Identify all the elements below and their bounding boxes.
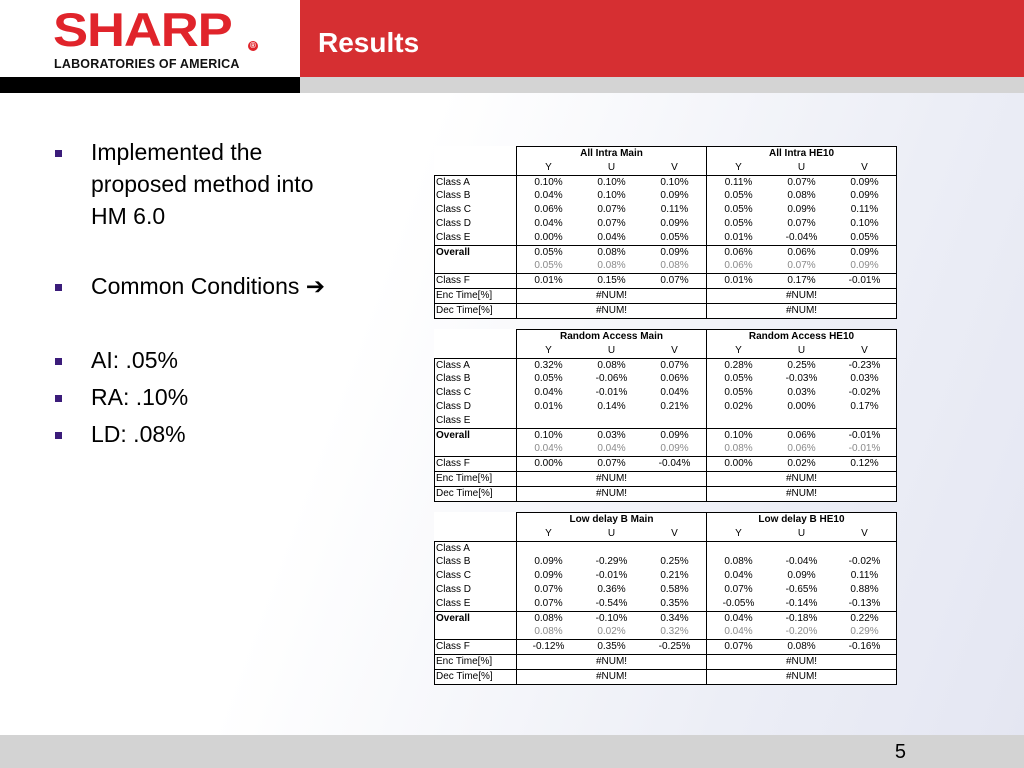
value-cell: 0.05% [724, 190, 753, 202]
bullet-square-icon [55, 150, 62, 157]
value-cell: 0.11% [833, 569, 897, 583]
value-cell: #NUM! [707, 471, 897, 486]
value-cell: 0.01% [517, 274, 581, 289]
bullet-square-icon [55, 395, 62, 402]
value-cell: 0.09% [787, 570, 816, 582]
value-cell: 0.05% [724, 387, 753, 399]
row-label: Class E [435, 414, 517, 428]
corner-cell [435, 330, 517, 344]
value-cell: 0.07% [580, 457, 643, 472]
value-cell: #NUM! [707, 486, 897, 501]
value-cell: -0.06% [595, 373, 628, 385]
table-row [435, 597, 897, 611]
row-label: Class E [435, 231, 517, 245]
value-cell: 0.22% [833, 611, 897, 625]
value-cell [643, 414, 707, 428]
value-cell: -0.04% [770, 231, 833, 245]
value-cell [833, 414, 897, 428]
value-cell: 0.06% [724, 246, 753, 258]
value-cell: #NUM! [517, 303, 707, 318]
column-header: U [607, 527, 616, 539]
value-cell: -0.65% [785, 583, 818, 595]
table-row [435, 400, 897, 414]
row-label [435, 259, 517, 273]
value-cell: 0.09% [643, 245, 707, 259]
header-divider-left [0, 77, 300, 93]
value-cell [517, 414, 581, 428]
value-cell: -0.25% [643, 640, 707, 655]
value-cell: -0.29% [595, 556, 628, 568]
column-header: U [607, 344, 616, 356]
title-bar [300, 0, 1024, 77]
bullet-text: LD: .08% [91, 421, 186, 447]
value-cell: #NUM! [707, 654, 897, 669]
column-header: V [833, 344, 897, 358]
column-header: U [607, 161, 616, 173]
column-header: U [797, 344, 806, 356]
value-cell: #NUM! [517, 471, 707, 486]
value-cell: 0.09% [643, 442, 707, 456]
value-cell: 0.07% [724, 583, 753, 595]
value-cell: 0.12% [833, 457, 897, 472]
column-header: V [833, 161, 897, 175]
logo-subtitle: LABORATORIES OF AMERICA [54, 57, 240, 71]
column-header: U [797, 527, 806, 539]
value-cell: 0.09% [643, 428, 707, 442]
value-cell: 0.01% [707, 231, 771, 245]
value-cell: #NUM! [707, 288, 897, 303]
value-cell: -0.12% [517, 640, 581, 655]
table-row [435, 288, 897, 303]
value-cell: 0.17% [833, 400, 897, 414]
value-cell: 0.35% [580, 640, 643, 655]
value-cell: -0.18% [785, 612, 818, 624]
row-label: Enc Time[%] [435, 471, 517, 486]
table-row [435, 274, 897, 289]
value-cell [643, 541, 707, 555]
value-cell: 0.04% [643, 386, 707, 400]
row-label: Class F [435, 640, 517, 655]
table-row [435, 175, 897, 189]
row-label [435, 442, 517, 456]
value-cell: 0.09% [833, 245, 897, 259]
corner-cell [435, 344, 517, 358]
table-row [435, 569, 897, 583]
table-row [435, 203, 897, 217]
value-cell: 0.04% [707, 625, 771, 639]
value-cell [580, 414, 643, 428]
column-header: V [643, 344, 707, 358]
bullet-text: Common Conditions ➔ [91, 273, 326, 299]
value-cell: 0.08% [597, 246, 626, 258]
bullet-square-icon [55, 432, 62, 439]
value-cell: 0.11% [707, 175, 771, 189]
table-row [435, 625, 897, 639]
row-label: Overall [435, 611, 517, 625]
row-label: Overall [435, 428, 517, 442]
column-header: Y [517, 161, 581, 175]
value-cell: 0.08% [724, 556, 753, 568]
value-cell: 0.05% [724, 373, 753, 385]
value-cell: 0.09% [833, 175, 897, 189]
value-cell: 0.08% [643, 259, 707, 273]
footer-bar [0, 735, 1024, 768]
table-row [435, 583, 897, 597]
group-header: Low delay B Main [517, 513, 707, 527]
value-cell: 0.58% [643, 583, 707, 597]
value-cell: -0.05% [707, 597, 771, 611]
table-row [435, 161, 897, 175]
row-label: Class D [435, 583, 517, 597]
table-row [435, 471, 897, 486]
value-cell: 0.25% [770, 358, 833, 372]
column-header: U [797, 161, 806, 173]
slide-title: Results [318, 27, 420, 58]
row-label: Class A [435, 358, 517, 372]
value-cell [833, 541, 897, 555]
column-header: Y [735, 344, 742, 356]
table-row [435, 428, 897, 442]
value-cell: #NUM! [707, 669, 897, 684]
value-cell: 0.04% [724, 570, 753, 582]
value-cell: 0.09% [833, 189, 897, 203]
value-cell [707, 414, 771, 428]
value-cell: 0.07% [770, 259, 833, 273]
value-cell: 0.04% [534, 217, 563, 229]
value-cell: 0.09% [534, 556, 563, 568]
value-cell: 0.08% [517, 625, 581, 639]
value-cell: 0.11% [643, 203, 707, 217]
bullet-text: proposed method into [91, 171, 314, 197]
bullet-square-icon [55, 284, 62, 291]
value-cell: #NUM! [707, 303, 897, 318]
value-cell: -0.14% [770, 597, 833, 611]
group-header: Random Access HE10 [707, 330, 897, 344]
value-cell: -0.01% [833, 428, 897, 442]
value-cell: -0.01% [833, 442, 897, 456]
table-row [435, 231, 897, 245]
value-cell: 0.09% [534, 570, 563, 582]
results-table [434, 146, 897, 319]
value-cell: -0.01% [833, 274, 897, 289]
value-cell: 0.06% [643, 372, 707, 386]
value-cell: 0.08% [580, 259, 643, 273]
value-cell: -0.20% [770, 625, 833, 639]
group-header: Low delay B HE10 [707, 513, 897, 527]
corner-cell [435, 527, 517, 541]
value-cell: -0.04% [643, 457, 707, 472]
table-row [435, 442, 897, 456]
table-row [435, 189, 897, 203]
table-row [435, 372, 897, 386]
value-cell: 0.05% [724, 204, 753, 216]
value-cell: 0.08% [770, 640, 833, 655]
value-cell: 0.34% [643, 611, 707, 625]
results-table [434, 329, 897, 502]
table-row [435, 640, 897, 655]
row-label [435, 625, 517, 639]
corner-cell [435, 513, 517, 527]
table-row [435, 541, 897, 555]
value-cell [770, 414, 833, 428]
results-table [434, 512, 897, 685]
bullet-text: Implemented the [91, 139, 263, 165]
value-cell: 0.09% [643, 189, 707, 203]
value-cell: -0.01% [595, 570, 628, 582]
value-cell: 0.06% [787, 246, 816, 258]
value-cell: 0.06% [770, 442, 833, 456]
table-row [435, 245, 897, 259]
table-row [435, 344, 897, 358]
value-cell: 0.04% [517, 442, 581, 456]
value-cell: 0.04% [724, 612, 753, 624]
value-cell: 0.10% [597, 190, 626, 202]
table-row [435, 259, 897, 273]
row-label: Class A [435, 175, 517, 189]
value-cell: 0.88% [833, 583, 897, 597]
column-header: V [833, 527, 897, 541]
value-cell: -0.54% [580, 597, 643, 611]
value-cell: 0.32% [643, 625, 707, 639]
table-row [435, 217, 897, 231]
value-cell: 0.17% [770, 274, 833, 289]
value-cell: 0.15% [580, 274, 643, 289]
bullet-text: RA: .10% [91, 384, 189, 410]
column-header: Y [735, 161, 742, 173]
value-cell: -0.02% [833, 386, 897, 400]
value-cell: 0.07% [643, 358, 707, 372]
group-header: All Intra Main [517, 147, 707, 161]
value-cell: 0.25% [643, 555, 707, 569]
corner-cell [435, 161, 517, 175]
value-cell: 0.04% [580, 442, 643, 456]
value-cell: 0.05% [833, 231, 897, 245]
table-row [435, 513, 897, 527]
value-cell: 0.07% [597, 204, 626, 216]
table-row [435, 303, 897, 318]
value-cell: 0.05% [534, 373, 563, 385]
logo-wordmark: SHARP [53, 3, 232, 56]
table-row [435, 330, 897, 344]
table-row [435, 654, 897, 669]
value-cell [580, 541, 643, 555]
value-cell: 0.02% [770, 457, 833, 472]
column-header: Y [517, 344, 581, 358]
value-cell: 0.03% [787, 387, 816, 399]
row-label: Enc Time[%] [435, 654, 517, 669]
row-label: Class B [435, 555, 517, 569]
table-row [435, 611, 897, 625]
value-cell: 0.06% [707, 259, 771, 273]
table-row [435, 457, 897, 472]
value-cell: 0.10% [724, 429, 753, 441]
row-label: Dec Time[%] [435, 303, 517, 318]
table-row [435, 486, 897, 501]
value-cell: 0.06% [534, 204, 563, 216]
value-cell: -0.02% [833, 555, 897, 569]
bullet-text: AI: .05% [91, 347, 178, 373]
row-label: Class C [435, 203, 517, 217]
value-cell: 0.05% [724, 217, 753, 229]
row-label: Overall [435, 245, 517, 259]
row-label: Class D [435, 400, 517, 414]
value-cell: 0.02% [580, 625, 643, 639]
table-row [435, 147, 897, 161]
value-cell: 0.07% [787, 217, 816, 229]
table-row [435, 669, 897, 684]
group-header: All Intra HE10 [707, 147, 897, 161]
row-label: Class C [435, 569, 517, 583]
table-row [435, 527, 897, 541]
value-cell [517, 541, 581, 555]
value-cell: 0.06% [787, 429, 816, 441]
value-cell: 0.10% [517, 175, 581, 189]
column-header: V [643, 161, 707, 175]
value-cell: 0.11% [833, 203, 897, 217]
value-cell: #NUM! [517, 486, 707, 501]
value-cell: 0.21% [643, 400, 707, 414]
value-cell: 0.08% [707, 442, 771, 456]
value-cell: -0.04% [785, 556, 818, 568]
value-cell: 0.32% [517, 358, 581, 372]
value-cell: 0.09% [833, 259, 897, 273]
row-label: Dec Time[%] [435, 669, 517, 684]
row-label: Dec Time[%] [435, 486, 517, 501]
column-header: V [643, 527, 707, 541]
value-cell: 0.05% [534, 246, 563, 258]
value-cell: 0.28% [707, 358, 771, 372]
row-label: Class A [435, 541, 517, 555]
bullet-square-icon [55, 358, 62, 365]
bullet-text: HM 6.0 [91, 203, 166, 229]
row-label: Class F [435, 274, 517, 289]
row-label: Enc Time[%] [435, 288, 517, 303]
value-cell: 0.07% [643, 274, 707, 289]
value-cell: 0.02% [724, 400, 753, 412]
value-cell: 0.14% [597, 400, 626, 412]
value-cell: 0.29% [833, 625, 897, 639]
value-cell: 0.10% [833, 217, 897, 231]
value-cell: -0.03% [785, 373, 818, 385]
value-cell: 0.00% [517, 457, 581, 472]
value-cell: 0.08% [787, 190, 816, 202]
value-cell: 0.07% [770, 175, 833, 189]
value-cell: 0.07% [707, 640, 771, 655]
value-cell: 0.35% [643, 597, 707, 611]
value-cell: #NUM! [517, 288, 707, 303]
value-cell: -0.01% [595, 387, 628, 399]
value-cell: 0.09% [643, 217, 707, 231]
value-cell: 0.09% [787, 204, 816, 216]
column-header: Y [517, 527, 581, 541]
value-cell: 0.05% [517, 259, 581, 273]
value-cell: -0.23% [833, 358, 897, 372]
value-cell: 0.00% [517, 231, 581, 245]
value-cell: 0.07% [597, 217, 626, 229]
value-cell: 0.07% [517, 597, 581, 611]
value-cell: -0.10% [595, 612, 628, 624]
table-row [435, 358, 897, 372]
row-label: Class D [435, 217, 517, 231]
value-cell: 0.00% [787, 400, 816, 412]
row-label: Class B [435, 189, 517, 203]
value-cell: 0.08% [534, 612, 563, 624]
value-cell: 0.03% [597, 429, 626, 441]
header-divider-right [300, 77, 1024, 93]
row-label: Class F [435, 457, 517, 472]
value-cell: 0.04% [534, 190, 563, 202]
value-cell: 0.04% [580, 231, 643, 245]
value-cell [770, 541, 833, 555]
value-cell: #NUM! [517, 669, 707, 684]
group-header: Random Access Main [517, 330, 707, 344]
row-label: Class E [435, 597, 517, 611]
value-cell: 0.04% [534, 387, 563, 399]
value-cell: 0.10% [643, 175, 707, 189]
value-cell: 0.10% [580, 175, 643, 189]
page-number: 5 [894, 741, 906, 763]
table-row [435, 414, 897, 428]
value-cell: 0.01% [534, 400, 563, 412]
value-cell: 0.00% [707, 457, 771, 472]
row-label: Class B [435, 372, 517, 386]
value-cell: 0.07% [534, 583, 563, 595]
value-cell: 0.36% [597, 583, 626, 595]
value-cell: 0.10% [534, 429, 563, 441]
registered-mark-icon: ® [248, 41, 258, 51]
value-cell: 0.03% [833, 372, 897, 386]
value-cell: 0.01% [707, 274, 771, 289]
value-cell [707, 541, 771, 555]
value-cell: 0.05% [643, 231, 707, 245]
row-label: Class C [435, 386, 517, 400]
sharp-logo [0, 0, 299, 77]
column-header: Y [735, 527, 742, 539]
value-cell: -0.13% [833, 597, 897, 611]
table-row [435, 386, 897, 400]
value-cell: 0.08% [580, 358, 643, 372]
corner-cell [435, 147, 517, 161]
table-row [435, 555, 897, 569]
value-cell: -0.16% [833, 640, 897, 655]
value-cell: 0.21% [643, 569, 707, 583]
value-cell: #NUM! [517, 654, 707, 669]
